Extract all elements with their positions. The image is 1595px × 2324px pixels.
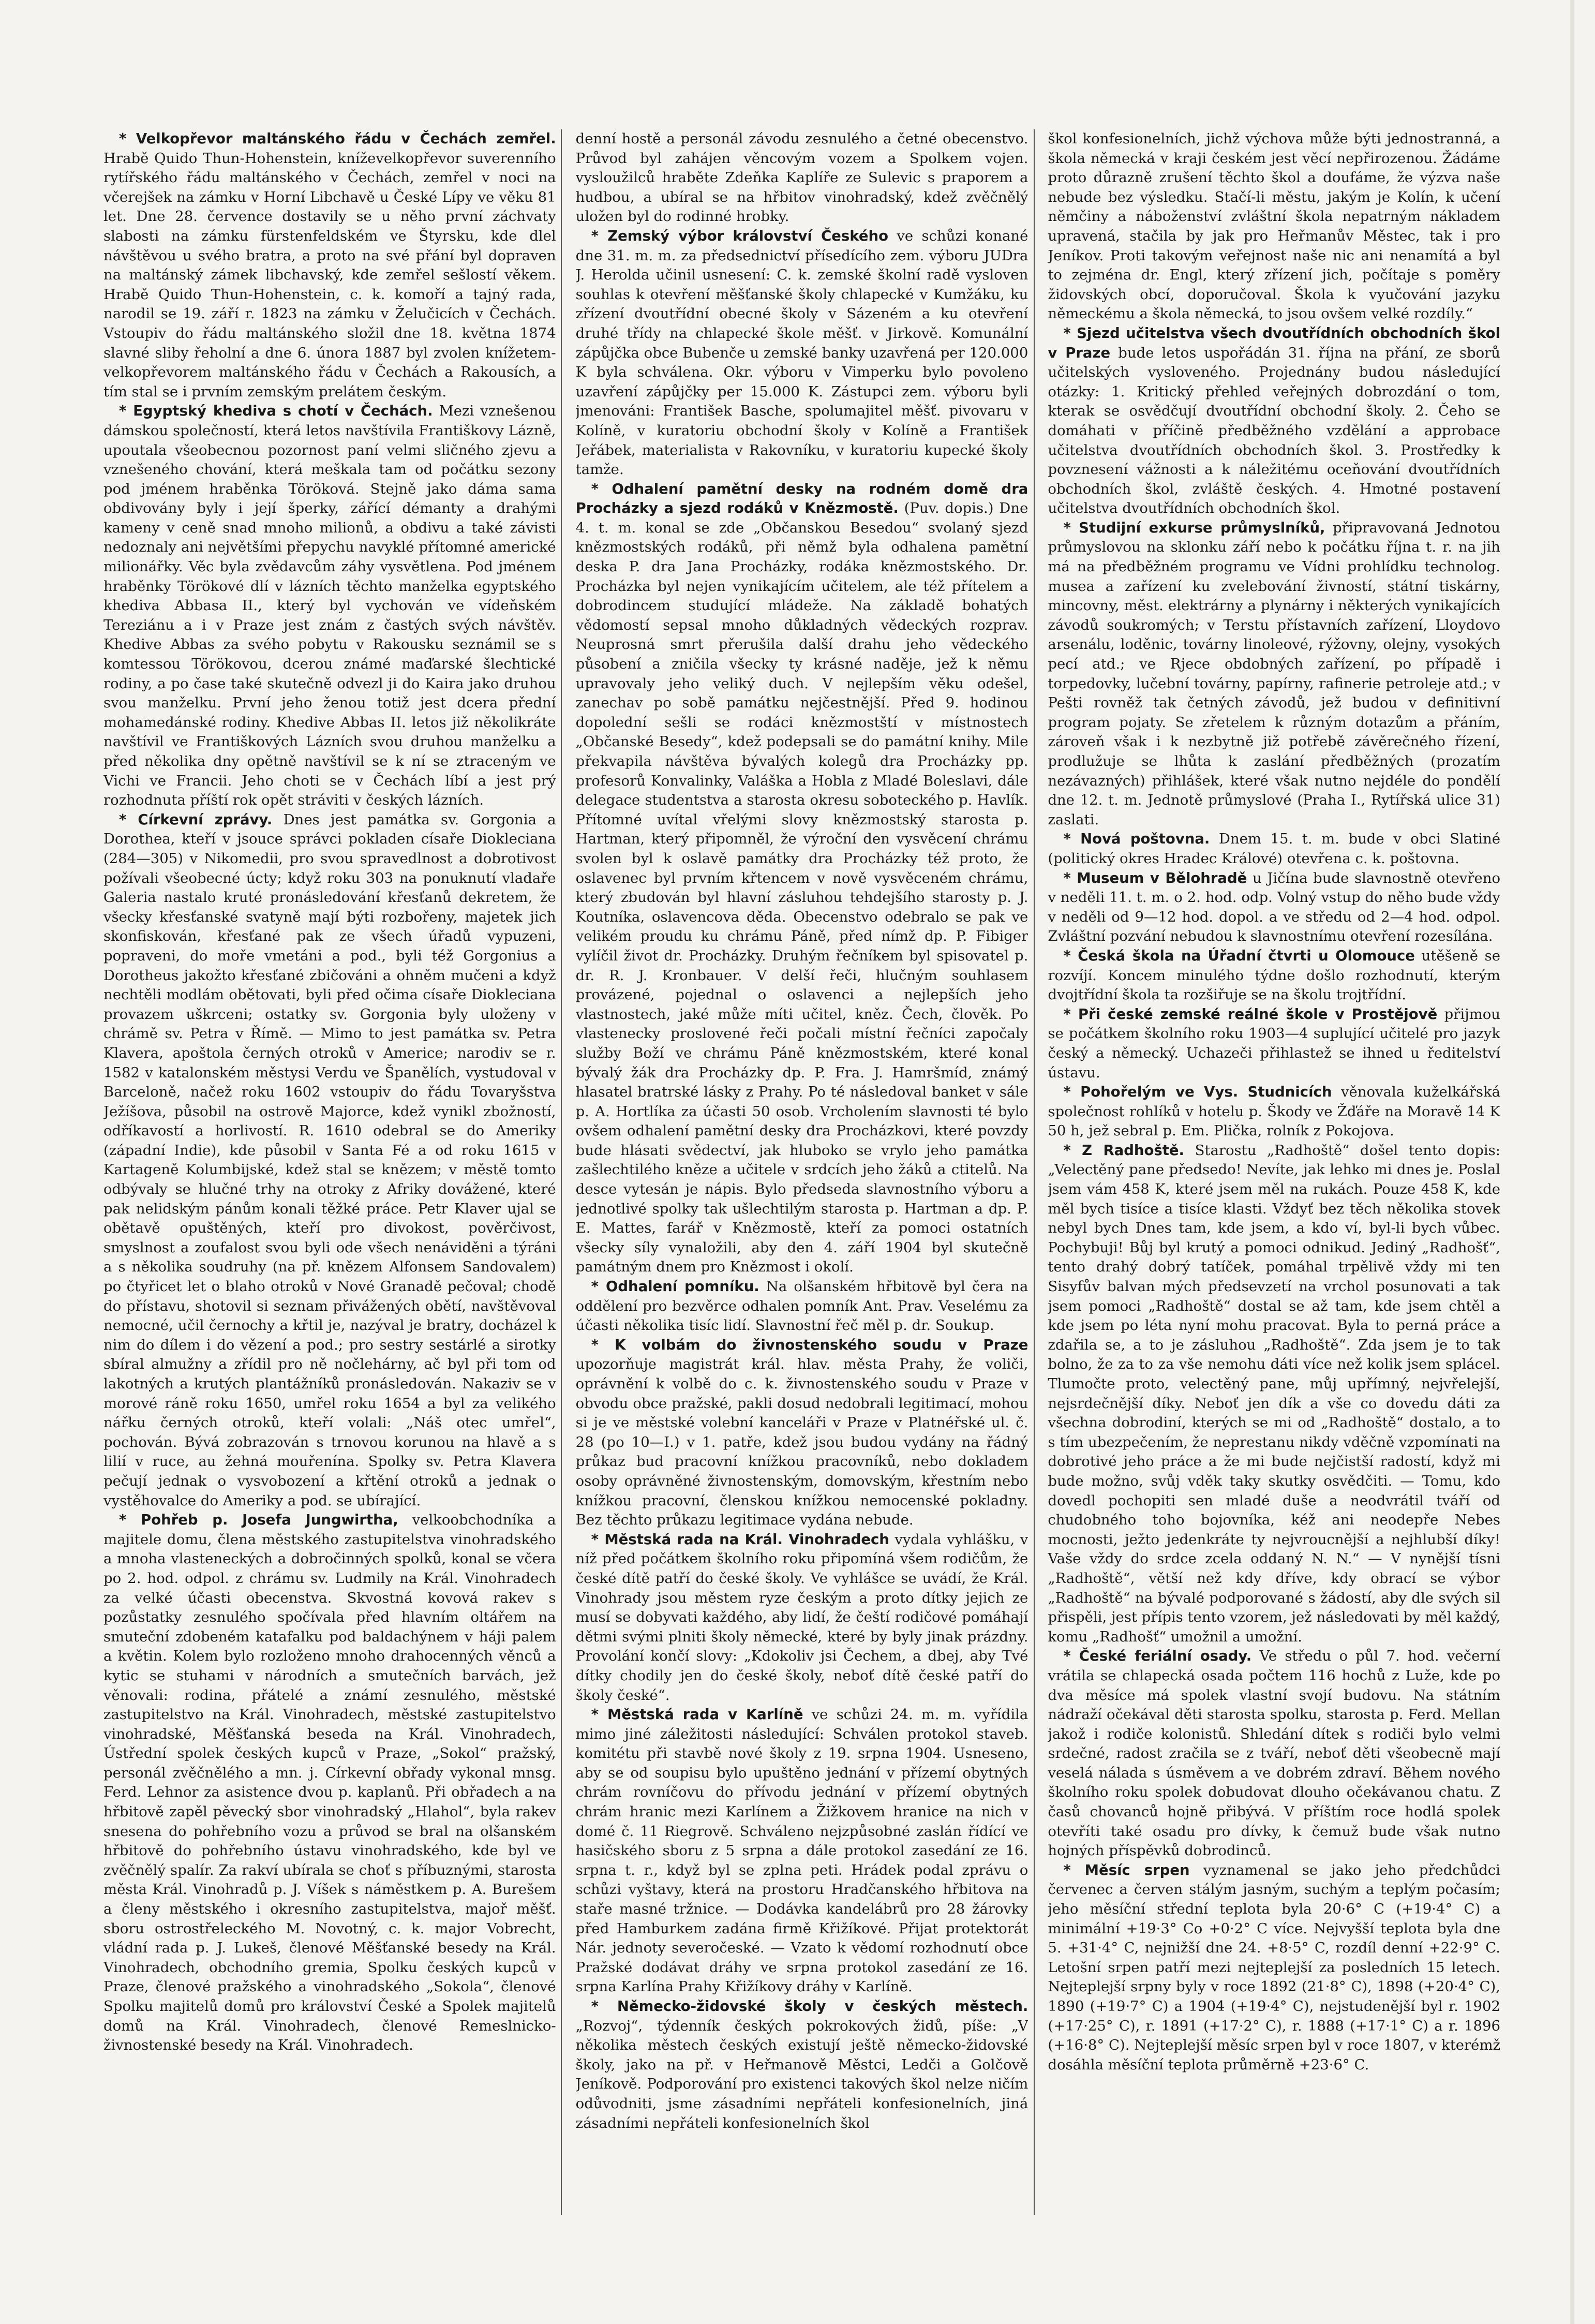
article-heading: * Městská rada v Karlíně <box>591 1706 803 1723</box>
newspaper-page <box>103 129 1500 2220</box>
article-body: denní hostě a personál závodu zesnulého a četné obecenstvo. Průvod byl zahájen věncovým vozem a Spolkem vojen. vysloužilců hraběte Zdeňka Kaplíře ze Sulevic s praporem a hudbou, a ubíral se na hřbitov vinohradský, kdež zvěčnělý uložen byl do rodinné hrobky. <box>575 130 1028 225</box>
article-heading: * Při české zemské reálné škole v Prostějově <box>1063 1005 1438 1023</box>
article-heading: * Měsíc srpen <box>1063 1861 1190 1878</box>
article-body: u Jičína bude slavnostně otevřeno v neděli 11. t. m. o 2. hod. odp. Volný vstup do něho bude vždy v neděli od 9—12 hod. dopol. a ve středu od 2—4 hod. odpol. Zvláštní pozvání nebudou k slavnostnímu otevření rozesílána. <box>1048 869 1501 945</box>
article-paragraph <box>1048 129 1500 324</box>
article-heading: * České feriální osady. <box>1063 1648 1252 1665</box>
article-body: vyznamenal se jako jeho předchůdci červenec a červen stálým jasným, suchým a teplým počasím; jeho měsíční střední teplota byla 20·6° C (+19·4° C) a minimální +19·3° Co +0·2° C více. Nejvyšší teplota byla dne 5. +31·4° C, nejnižší dne 24. +8·5° C, rozdíl denní +22·9° C. Letošní srpen patří mezi nejteplejší za posledních 15 letech. Nejteplejší srpny byly v roce 1892 (21·8° C), 1898 (+20·4° C), 1890 (+19·7° C) a 1904 (+19·4° C), nejstudenější byl r. 1902 (+17·25° C), r. 1891 (+17·2° C), r. 1888 (+17·1° C) a r. 1896 (+16·8° C). Nejteplejší měsíc srpen byl v roce 1807, v kterémž dosáhla měsíční teplota průměrně +23·6° C. <box>1048 1861 1501 2073</box>
article-heading: * Zemský výbor království Českého <box>591 227 888 244</box>
column-middle <box>576 129 1028 2220</box>
article-paragraph <box>1048 946 1500 1005</box>
article-heading: * Česká škola na Úřadní čtvrti u Olomouce <box>1063 947 1415 964</box>
article-heading: * Nová poštovna. <box>1063 831 1210 848</box>
article-body: Na olšanském hřbitově byl čera na oddělení pro bezvěrce odhalen pomník Ant. Prav. Veselému za účasti několika tisíc lidí. Slavnostní řeč měl p. dr. Soukup. <box>575 1278 1028 1334</box>
article-heading: * Z Radhoště. <box>1063 1142 1184 1159</box>
article-heading: * Pohořelým ve Vys. Studnicích <box>1063 1084 1332 1101</box>
article-paragraph <box>1048 830 1500 868</box>
article-paragraph <box>576 227 1028 480</box>
article-paragraph <box>1048 1005 1500 1083</box>
article-body: bude letos uspořádán 31. října na přání, ze sborů učitelských vysloveného. Projednány budou následující otázky: 1. Kritický přehled veřejných dobrozdání o tom, kterak se osvědčují dvoutřídní obchodní školy. 2. Čeho se domáhati v příčině předběžného vzdělání a approbace učitelstva dvoutřídních obchodních škol. 3. Prostředky k povznesení vážnosti a k náležitému oceňování dvoutřídních obchodních škol, zvláště českých. 4. Hmotné postavení učitelstva dvoutřídních obchodních škol. <box>1048 344 1501 517</box>
article-paragraph <box>103 1511 556 2055</box>
article-body: ve schůzi 24. m. m. vyřídila mimo jiné záležitosti následující: Schválen protokol staveb. komitétu při stavbě nové školy z 19. srpna 1904. Usneseno, aby se od soupisu bylo upuštěno jednání v přízemí obytných chrám rovníčovu do přívodu jednání v přízemí obytných chrám hranic mezi Karlínem a Žižkovem hranice na nich v domé č. 11 Riegrově. Schváleno nejzpůsobné zaslán řídící ve hasičského sboru z 5 srpna a dále protokol zasedání ze 16. srpna t. r., když byl se zplna peti. Hrádek podal zprávu o schůzi vyštavy, která na prostoru Hradčanského hřbitova na staře masné tržnice. — Dodávka kandelábrů pro 28 žárovky před Hamburkem zadána firmě Křižíkové. Přijat protektorát Nár. jednoty severočeské. — Vzato k vědomí rozhodnutí obce Pražské dodávat dráhy ve srpna protokol zasedání ze 16. srpna Karlína Prahy Křižíkovy dráhy v Karlíně. <box>575 1706 1028 1995</box>
article-body: Hrabě Quido Thun-Hohenstein, kníževelkopřevor suverenního rytířského řádu maltánského v Čechách, zemřel v noci na včerejšek na zámku v Horní Libchavě u České Lípy ve věku 81 let. Dne 28. července dostavily se u něho první záchvaty slabosti na zámku fürstenfeldském ve Štyrsku, kde dlel návštěvou u svého bratra, a proto na své přání byl dopraven na maltánský zámek libchavský, kde zemřel sešlostí věkem. Hrabě Quido Thun-Hohenstein, c. k. komoří a tajný rada, narodil se 19. září r. 1823 na zámku v Želučicích v Čechách. Vstoupiv do řádu maltánského složil dne 18. května 1874 slavné sliby řeholní a dne 6. února 1887 byl zvolen knížetem-velkopřevorem maltánského řádu v Čechách a Rakousích, a tím stal se i prvním zemským prelátem českým. <box>103 150 556 400</box>
article-paragraph <box>576 1530 1028 1705</box>
article-paragraph <box>1048 1083 1500 1141</box>
article-heading: * Museum v Bělohradě <box>1063 869 1247 886</box>
article-body: Starostu „Radhoště“ došel tento dopis: „Velectěný pane předsedo! Nevíte, jak lehko mi dnes je. Poslal jsem vám 458 K, které jsem měl na rukách. Pouze 458 K, kde měl bych tisíce a tisíce klasti. Vždyť bez těch několika stovek nebyl bych Dnes tam, kde jsem, a kdo ví, byl-li bych vůbec. Pochybuji! Bůj byl krutý a pomoci odnikud. Jediný „Radhošť“, tento drahý dobrý tatíček, pomáhal trpělivě vždy mi ten Sisyfův balvan mých předsevzetí na vrchol posunovati a tak jsem pomoci „Radhoště“ dostal se až tam, kde jsem chtěl a kde jsem po léta nyní mohu pracovat. Byla to perná práce a zdařila se, a to je zásluhou „Radhoště“. Zda jsem je to tak bolno, že za to za vše nemohu dáti více než kolik jsem splácel. Tlumočte proto, velectěný pane, můj upřímný, nejvřelejší, nejsrdečnější díky. Neboť jen dík a vše co dovedu dáti za všechna dobrodiní, kterých se mi od „Radhoště“ dostalo, a to s tím ubezpečením, že neprestanu nikdy vděčně vzpomínati na dobrotivé jeho práce a že mi bude nejčistší radostí, když mi bude možno, svůj vděk taky skutky osvědčiti. — Tomu, kdo dovedl pochopiti sen mladé duše a neodvrátil tváří od chudobného toho bojovníka, kéž ani neodepře Nebes mocnosti, ježto jedenkráte ty nejvroucnější a nejhlubší díky! Vaše vždy do srdce zcela oddaný N. N.“ — V nynější tísni „Radhoště“, větší než kdy dříve, kdy obrací se výbor „Radhoště“ na bývalé podporované s žádostí, aby dle svých sil přispěli, jest přípis tento vzorem, jež následovati by měl každý, komu „Radhošť“ umožnil a umožní. <box>1048 1142 1501 1645</box>
article-paragraph <box>576 1277 1028 1336</box>
article-body: Mezi vznešenou dámskou společností, která letos navštívila Františkovy Lázně, upoutala všeobecnou pozornost paní velmi sličného zjevu a vznešeného chování, která meškala tam od počátku sezony pod jménem hraběnka Töröková. Stejně jako dáma sama obdivovány byly i její šperky, zářící démanty a drahými kameny v ceně snad mnoho milionů, a obdivu a také závisti nedoznaly ani největšími přepychu navyklé přítomné americké milionářky. Věc byla zvědavcům záhy vysvětlena. Pod jménem hraběnky Törökové dlí v lázních těchto manželka egyptského khediva Abbasa II., který byl vychován ve vídeňském Tereziánu a i v Praze jest znám z častých svých návštěv. Khedive Abbas za svého pobytu v Rakousku seznámil se s komtessou Törökovou, dcerou známé maďarské šlechtické rodiny, a po čase také skutečně odvezl ji do Kaira jako druhou svou manželku. První jeho ženou totiž jest dcera přední mohamedánské rodiny. Khedive Abbas II. letos již několikráte navštívil ve Františkových Lázních svou druhou manželku a před několika dny opětně navštívil se k ní se ztraceným ve Vichi ve Francii. Jeho choti se v Čechách líbí a jest prý rozhodnuta příští rok opět stráviti v českých lázních. <box>103 403 556 809</box>
article-heading: * Církevní zprávy. <box>119 811 273 828</box>
article-paragraph <box>103 129 556 402</box>
article-paragraph <box>1048 1141 1500 1647</box>
article-paragraph <box>1048 869 1500 946</box>
article-heading: * Odhalení pamětní desky na rodném domě dra Procházky a sjezd rodáků v Knězmostě. <box>575 480 1028 517</box>
article-body: věnovala kuželkářská společnost rohlíků v hotelu p. Škody ve Žďáře na Moravě 14 K 50 h, jež sebral p. Em. Plička, rolník z Pokojova. <box>1048 1084 1501 1139</box>
article-body: Ve středu o půl 7. hod. večerní vrátila se chlapecká osada počtem 116 hochů z Luže, kde po dva měsíce má spolek vlastní svojí budovu. Na státním nádraží očekával děti starosta spolku, starosta p. Ferd. Mellan jakož i rodiče kolonistů. Shledání dítek s rodiči bylo velmi srdečné, radost zračila se z tváří, neboť děti všeobecně mají veselá nálada s úsměvem a ve dobrém zdraví. Během nového školního roku spolek dobudovat dlouho očekávanou chatu. Z časů chovanců hojně přibývá. V příštím roce hodlá spolek otevříti také osadu pro dívky, k čemuž bude však nutno hojných příspěvků dobrodinců. <box>1048 1648 1501 1859</box>
article-paragraph <box>576 480 1028 1277</box>
page-edge <box>1570 0 1574 2324</box>
article-body: Dnem 15. t. m. bude v obci Slatiné (politický okres Hradec Králové) otevřena c. k. poštovna. <box>1048 831 1501 867</box>
article-paragraph <box>1048 519 1500 830</box>
article-paragraph <box>1048 1647 1500 1861</box>
article-body: „Rozvoj“, týdenník českých pokrokových židů, píše: „V několika městech českých existují ještě německo-židovské školy, jako na př. v Heřmanově Městci, Ledči a Golčově Jeníkově. Podporování pro existenci takových škol nelze ničím odůvodniti, jsme zásadními nepřáteli konfesionelních, jiná zásadními nepřáteli konfesionelních škol <box>575 2017 1028 2131</box>
article-heading: * Městská rada na Král. Vinohradech <box>591 1531 889 1548</box>
article-heading: * Studijní exkurse průmyslníků, <box>1063 519 1325 536</box>
column-rule <box>1034 129 1035 2215</box>
article-paragraph <box>576 1705 1028 1997</box>
article-paragraph <box>576 1997 1028 2133</box>
column-rule <box>561 129 562 2215</box>
article-body: utěšeně se rozvíjí. Koncem minulého týdne došlo rozhodnutí, kterým dvojtřídní škola ta rozšiřuje se na školu trojtřídní. <box>1048 947 1501 1003</box>
article-body: ve schůzi konané dne 31. m. m. za předsednictví přísedícího zem. výboru JUDra J. Herolda učinil usnesení: C. k. zemské školní radě vysloven souhlas k otevření měšťanské školy chlapecké v Kumžáku, ku zřízení dvoutřídní obecné školy v Sázeném a ku otevření druhé třídy na chlapecké škole měšť. v Jirkově. Komunální zápůjčka obce Bubenče u zemské banky uzavřená per 120.000 K byla schválena. Okr. výboru v Vimperku bylo povoleno uzavření zápůjčky per 15.000 K. Zástupci zem. výboru byli jmenováni: František Basche, spolumajitel měšť. pivovaru v Kolíně, v kuratoriu obchodní školy v Kolíně a František Jeřábek, materialista v Rakovníku, v kuratoriu kupecké školy tamže. <box>575 227 1028 478</box>
article-body: přijmou se počátkem školního roku 1903—4 suplující učitelé pro jazyk český a německý. Uchazeči přihlastež se ihned u ředitelství ústavu. <box>1048 1005 1501 1081</box>
article-paragraph <box>1048 324 1500 519</box>
article-body: velkoobchodníka a majitele domu, člena městského zastupitelstva vinohradského a mnoha vlasteneckých a dobročinných spolků, konal se včera po 2. hod. odpol. z chrámu sv. Ludmily na Král. Vinohradech za velké účasti obecenstva. Skvostná kovová rakev s pozůstatky zesnulého spočívala před hlavním oltářem na smuteční zdobeném katafalku pod baldachýnem v háji palem a květin. Kolem bylo rozloženo mnoho drahocenných věnců a kytic se stuhami v národních a smutečních barvách, jež věnovali: rodina, přátelé a známí zesnulého, městské zastupitelstvo na Král. Vinohradech, městské zastupitelstvo vinohradské, Měšťanská beseda na Král. Vinohradech, Ústřední spolek českých kupců v Praze, „Sokol“ pražský, personál zvěčnělého a mn. j. Církevní obřady vykonal mnsg. Ferd. Lehnor za asistence dvou p. kaplanů. Při obřadech a na hřbitově zapěl pěvecký sbor vinohradský „Hlahol“, byla rakev snesena do pohřebního vozu a průvod se bral na olšanském hřbitově do pohřebního ústavu vinohradského, kde byl ve zvěčnělý spalír. Za rakví ubírala se choť s příbuznými, starosta města Král. Vinohradů p. J. Víšek s náměstkem p. A. Burešem a členy městského i okresního zastupitelstva, majoř měšť. sboru ostrostřeleckého M. Novotný, c. k. major Vobrecht, vládní rada p. J. Lukeš, členové Měšťanské besedy na Král. Vinohradech, obchodního gremia, Spolku českých kupců v Praze, členové pražského a vinohradského „Sokola“, členové Spolku majitelů domů pro království České a Spolek majitelů domů na Král. Vinohradech, členové Remeslnicko-živnostenské besedy na Král. Vinohradech. <box>103 1512 556 2054</box>
article-body: škol konfesionelních, jichž výchova může býti jednostranná, a škola německá v kraji českém jest věcí nepřirozenou. Žádáme proto důrazně zrušení těchto škol a doufáme, že výzva naše nebude bez výsledku. Stačí-li městu, jakým je Kolín, k učení němčiny a náboženství zvláštní škola nepatrným nákladem upravená, stačila by jak pro Heřmanův Městec, tak i pro Jeníkov. Proti takovým veřejnost naše nic ani nenamítá a byl to zejména dr. Engl, který zřízení jich, počítaje s poměry židovských obcí, doporučoval. Škola k vyučování jazyku německému a škola německá, to jsou ovšem velké rozdíly.“ <box>1048 130 1501 322</box>
article-paragraph <box>103 810 556 1511</box>
article-heading: * Egyptský khediva s chotí v Čechách. <box>119 403 433 420</box>
article-body: připravovaná Jednotou průmyslovou na sklonku září nebo k počátku října t. r. na jih má na předběžném programu ve Vídni prohlídku technolog. musea a zařízení ku zvelebování živností, státní tiskárny, mincovny, měst. elektrárny a plynárny i některých vynikajících závodů soukromých; v Terstu přístavních zařízení, Lloydovo arsenálu, loděnic, továrny linoleové, rýžovny, olejny, vysokých pecí atd.; ve Rjece obdobných zařízení, po případě i torpedovky, lučební továrny, papírny, rafinerie petroleje atd.; v Pešti rovněž tak četných závodů, jež budou v definitivní program pojaty. Se zřetelem k různým dotazům a přáním, zároveň však i k nezbytně již potřebě závěrečného řízení, prodlužuje se lhůta k zaslání předběžných (prozatím nezávazných) přihlášek, které však nutno nejdéle do pondělí dne 12. t. m. Jednotě průmyslové (Praha I., Rytířská ulice 31) zaslati. <box>1048 519 1501 828</box>
article-heading: * Německo-židovské školy v českých městech. <box>591 1998 1028 2015</box>
column-left <box>103 129 556 2220</box>
article-body: (Puv. dopis.) Dne 4. t. m. konal se zde „Občanskou Besedou“ svolaný sjezd knězmostských rodáků, při němž byla odhalena pamětní deska P. dra Jana Procházky, rodáka knězmostského. Dr. Procházka byl nejen vynikajícím učitelem, ale též přítelem a dobrodincem studující mládeže. Na základě bohatých vědomostí sepsal mnoho důkladných vědeckých rozprav. Neuprosná smrt přerušila další drahu jeho vědeckého působení a zničila všecky ty krásné naděje, jež k němu upravovaly jeho veliký duch. V nejlepším věku odešel, zanechav po sobě památku nejčestnější. Před 9. hodinou dopolední sešli se rodáci knězmostští v místnostech „Občanské Besedy“, kdež podepsali se do památní knihy. Mile překvapila návštěva bývalých kolegů dra Procházky pp. profesorů Konvalinky, Valáška a Hobla z Mladé Boleslavi, dále delegace studentstva a starosta okresu soboteckého p. Havlík. Přítomné uvítal vřelými slovy knězmostský starosta p. Hartman, který připomněl, že výroční den vysvěcení chrámu svolen byl k oslavě památky dra Procházky též proto, že oslavenec byl prvním křtencem v nově vysvěceném chrámu, který zbudován byl hlavní zásluhou tehdejšího starosty p. J. Koutníka, oslavencova děda. Obecenstvo odebralo se pak ve velikém proudu ku chrámu Páně, před nímž dp. P. Fibiger vylíčil život dr. Procházky. Druhým řečníkem byl spisovatel p. dr. R. J. Kronbauer. V delší řeči, hlučným souhlasem provázené, pojednal o oslavenci a nejlepších jeho vlastnostech, jaké může míti učitel, kněz. Čech, člověk. Po vlastenecky proslovené řeči počali místní řečníci započaly služby Boží ve chrámu Páně knězmostském, které konal bývalý žák dra Procházky dp. P. Fra. J. Hamršmíd, známý hlasatel bratrské lásky z Prahy. Po té následoval banket v sále p. A. Hortlíka za účasti 50 osob. Vrcholením slavnosti té bylo ovšem odhalení pamětní desky dra Procházkovi, které povzdy bude hlásati svědectví, jak hluboko se vrylo jeho památka zašlechtilého kněze a učitele v srdcích jeho žáků a ctitelů. Na desce vytesán je nápis. Bylo předseda slavnostního výboru a jednotlivé spolky tak ušlechtilým starosta p. Hartman a dp. P. E. Mattes, farář v Knězmostě, kteří za pomoci ostatních všecky síly vynaložili, aby den 4. září 1904 byl skutečně památným dnem pro Knězmost i okolí. <box>575 500 1028 1276</box>
article-paragraph <box>103 402 556 810</box>
article-body: Dnes jest památka sv. Gorgonia a Dorothea, kteří v jsouce správci pokladen císaře Diokleciana (284—305) v Nikomedii, pro svou spravedlnost a dobrotivost požívali všeobecné úcty; když roku 303 na ponuknutí vladaře Galeria nastalo kruté pronásledování křesťanů dekretem, že všecky křesťanské svatyně mají býti rozbořeny, majetek jich skonfiskován, křesťané pak ze všech úřadů vypuzeni, popraveni, do moře vmetáni a pod., byli též Gorgonius a Dorotheus jakožto křesťané zbičováni a ohněm mučeni a když nechtěli modlám obětovati, byli před očima císaře Diokleciana provazem uškrceni; ostatky sv. Gorgonia byly uloženy v chrámě sv. Petra v Římě. — Mimo to jest památka sv. Petra Klavera, apoštola černých otroků v Americe; narodiv se r. 1582 v katalonském městysi Verdu ve Španělích, vystudoval v Barceloně, načež roku 1602 vstoupiv do řádu Tovaryšstva Ježíšova, působil na ostrově Majorce, kdež vynikl zbožností, odříkavostí a horlivostí. R. 1610 odebral se do Ameriky (západní Indie), kde působil v Santa Fé a od roku 1615 v Kartageně Kolumbijské, kdež stal se knězem; v městě tomto odbývaly se hlučné trhy na otroky z Afriky dovážené, které pak nelidským pánům konali těžké práce. Petr Klaver ujal se obětavě opuštěných, kteří pro divokost, pověrčivost, smyslnost a zoufalost svou byli ode všech nenáviděni a týráni a s několika soudruhy (na př. knězem Alfonsem Sandovalem) po čtyřicet let o blaho otroků v Nové Granadě pečoval; chodě do přístavu, shotovil si seznam přivážených obětí, navštěvoval nemocné, učil černochy a křtil je, nazýval je bratry, docházel k nim do dílem i do vězení a pod.; pro sestry sestárlé a sirotky sbíral almužny a zřídil pro ně nočlehárny, ač byl při tom od lakotných a krutých plantážníků pronásledován. Nakaziv se v morové ráně roku 1650, umřel roku 1654 a byl za velikého nářku černých otroků, kteří volali: „Náš otec umřel“, pochován. Bývá zobrazován s trnovou korunou na hlavě a s lilií v ruce, au žehná mouřenína. Spolky sv. Petra Klavera pečují jednak o vysvobození a křtění otroků a jednak o vystěhovalce do Ameriky a pod. se ubírající. <box>103 811 556 1509</box>
article-paragraph <box>1048 1861 1500 2075</box>
article-heading: * Odhalení pomníku. <box>591 1278 759 1295</box>
article-body: upozorňuje magistrát král. hlav. města Prahy, že voliči, oprávnění k volbě do c. k. živnostenského soudu v Praze v obvodu obce pražské, pakli dosud nedobrali legitimací, mohou si je ve městské volební kanceláři v Praze v Platnéřské ul. č. 28 (po 10—I.) v 1. patře, kdež jsou budou vydány na řádný průkaz bud pracovní knížkou pracovníků, nebo dokladem osoby oprávněné živnostenským, domovským, křestním nebo knížkou pracovní, členskou knížkou nemocenské pokladny. Bez těchto průkazu legitimace vydána nebude. <box>575 1356 1028 1529</box>
article-heading: * Pohřeb p. Josefa Jungwirtha, <box>119 1512 398 1529</box>
column-right <box>1048 129 1500 2220</box>
article-heading: * Velkopřevor maltánského řádu v Čechách zemřel. <box>119 130 556 147</box>
article-paragraph <box>576 129 1028 227</box>
article-body: vydala vyhlášku, v níž před počátkem školního roku připomíná všem rodičům, že české dítě patří do české školy. Ve vyhlášce se uvádí, že Král. Vinohrady jsou městem ryze českým a proto dítky jejich ze musí se dobyvati každého, aby lidí, že čeští rodičové pomáhají dětmi svými plniti školy německé, které by byly jinak prázdny. Provolání končí slovy: „Kdokoliv jsi Čechem, a dbej, aby Tvé dítky chodily jen do české školy, neboť dítě české patří do školy české“. <box>575 1531 1028 1704</box>
article-heading: * K volbám do živnostenského soudu v Praze <box>591 1336 1028 1353</box>
article-paragraph <box>576 1336 1028 1530</box>
article-heading: * Sjezd učitelstva všech dvoutřídních obchodních škol v Praze <box>1048 324 1501 361</box>
